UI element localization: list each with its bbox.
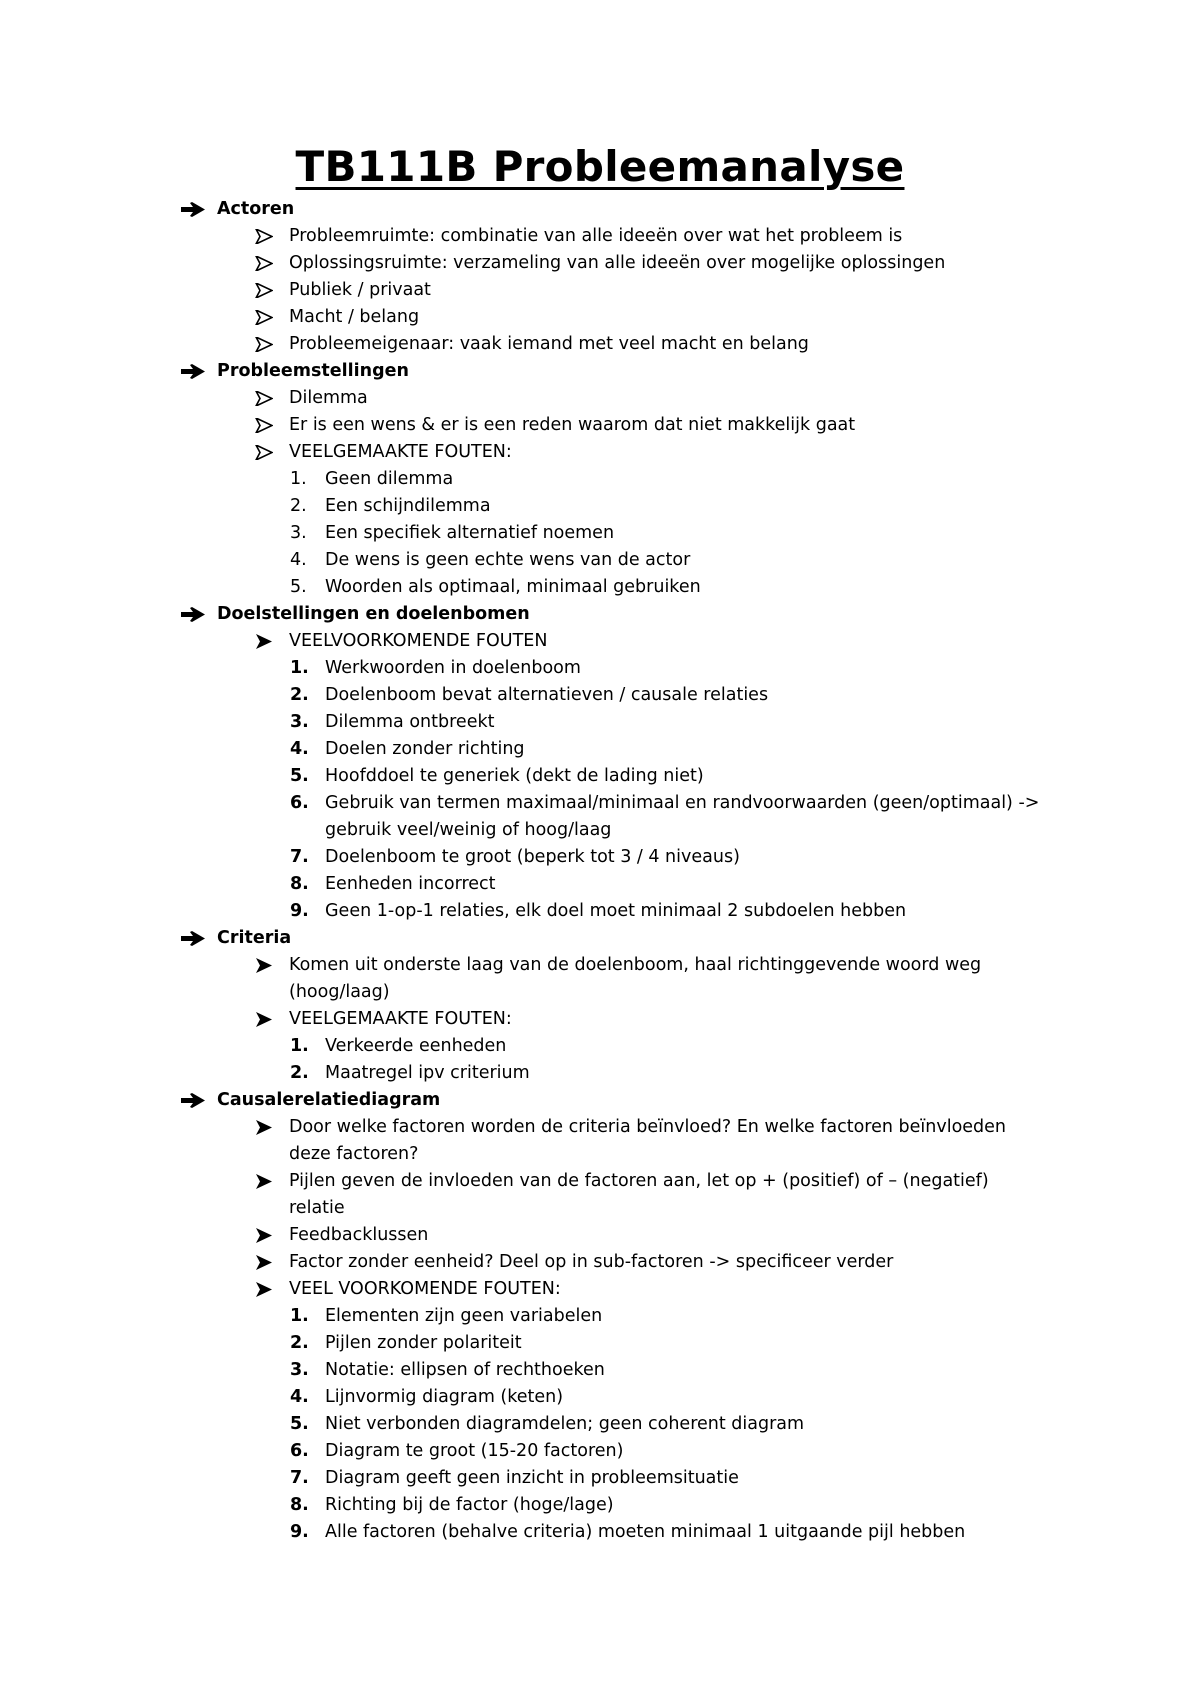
item-number: 4.	[290, 550, 307, 570]
item-number: 3.	[290, 1360, 309, 1380]
arrowhead-bullet-icon	[255, 310, 273, 325]
item-number: 1.	[290, 1306, 309, 1326]
section-heading-text: Causalerelatiediagram	[217, 1090, 441, 1110]
numbered-item-text: Diagram geeft geen inzicht in probleemsituatie	[325, 1468, 739, 1488]
numbered-item-text: Een schijndilemma	[325, 496, 491, 516]
list-item-text: Pijlen geven de invloeden van de factoren aan, let op + (positief) of – (negatief)	[289, 1171, 989, 1191]
arrowhead-bullet-icon	[255, 1120, 273, 1135]
numbered-item-text: Geen dilemma	[325, 469, 454, 489]
arrow-right-icon	[181, 364, 205, 379]
list-item-text: Probleemruimte: combinatie van alle ideeën over wat het probleem is	[289, 226, 903, 246]
arrow-right-icon	[181, 607, 205, 622]
item-number: 9.	[290, 901, 309, 921]
item-number: 4.	[290, 739, 309, 759]
numbered-item-text: De wens is geen echte wens van de actor	[325, 550, 691, 570]
numbered-item-text: Doelen zonder richting	[325, 739, 525, 759]
numbered-item-continuation: gebruik veel/weinig of hoog/laag	[325, 820, 612, 840]
item-number: 7.	[290, 847, 309, 867]
numbered-item-text: Verkeerde eenheden	[325, 1036, 507, 1056]
list-item-text: Probleemeigenaar: vaak iemand met veel macht en belang	[289, 334, 809, 354]
item-number: 7.	[290, 1468, 309, 1488]
arrow-right-icon	[181, 931, 205, 946]
section-heading-text: Doelstellingen en doelenbomen	[217, 604, 530, 624]
item-number: 3.	[290, 523, 307, 543]
section-heading-text: Probleemstellingen	[217, 361, 409, 381]
item-number: 6.	[290, 1441, 309, 1461]
list-item-text: Komen uit onderste laag van de doelenboom, haal richtinggevende woord weg	[289, 955, 982, 975]
document-title: TB111B Probleemanalyse	[295, 142, 905, 191]
item-number: 5.	[290, 766, 309, 786]
list-item-text: Publiek / privaat	[289, 280, 431, 300]
item-number: 2.	[290, 685, 309, 705]
numbered-item-text: Werkwoorden in doelenboom	[325, 658, 581, 678]
arrowhead-bullet-icon	[255, 283, 273, 298]
numbered-item-text: Woorden als optimaal, minimaal gebruiken	[325, 577, 701, 597]
numbered-item-text: Diagram te groot (15-20 factoren)	[325, 1441, 624, 1461]
list-item-text: Door welke factoren worden de criteria beïnvloed? En welke factoren beïnvloeden	[289, 1117, 1007, 1137]
item-number: 2.	[290, 496, 307, 516]
item-number: 1.	[290, 1036, 309, 1056]
item-number: 5.	[290, 577, 307, 597]
numbered-item-text: Alle factoren (behalve criteria) moeten minimaal 1 uitgaande pijl hebben	[325, 1522, 966, 1542]
item-number: 1.	[290, 469, 307, 489]
list-item-continuation: relatie	[289, 1198, 345, 1218]
list-item-text: Er is een wens & er is een reden waarom dat niet makkelijk gaat	[289, 415, 856, 435]
arrowhead-bullet-icon	[255, 337, 273, 352]
list-item-continuation: (hoog/laag)	[289, 982, 390, 1002]
list-item-text: VEELGEMAAKTE FOUTEN:	[289, 442, 512, 462]
arrow-right-icon	[181, 1093, 205, 1108]
list-item-text: Oplossingsruimte: verzameling van alle ideeën over mogelijke oplossingen	[289, 253, 946, 273]
numbered-item-text: Hoofddoel te generiek (dekt de lading niet)	[325, 766, 704, 786]
numbered-item-text: Notatie: ellipsen of rechthoeken	[325, 1360, 605, 1380]
numbered-item-text: Dilemma ontbreekt	[325, 712, 495, 732]
item-number: 5.	[290, 1414, 309, 1434]
item-number: 3.	[290, 712, 309, 732]
item-number: 2.	[290, 1333, 309, 1353]
section-heading-text: Criteria	[217, 928, 292, 948]
list-item-text: VEELGEMAAKTE FOUTEN:	[289, 1009, 512, 1029]
list-item-text: Factor zonder eenheid? Deel op in sub-factoren -> specificeer verder	[289, 1252, 894, 1272]
arrowhead-bullet-icon	[255, 1282, 273, 1297]
numbered-item-text: Doelenboom bevat alternatieven / causale relaties	[325, 685, 769, 705]
numbered-item-text: Elementen zijn geen variabelen	[325, 1306, 603, 1326]
arrowhead-bullet-icon	[255, 1012, 273, 1027]
numbered-item-text: Gebruik van termen maximaal/minimaal en randvoorwaarden (geen/optimaal) ->	[325, 793, 1040, 813]
item-number: 4.	[290, 1387, 309, 1407]
list-item-text: VEEL VOORKOMENDE FOUTEN:	[289, 1279, 561, 1299]
arrowhead-bullet-icon	[255, 1174, 273, 1189]
arrow-right-icon	[181, 202, 205, 217]
numbered-item-text: Eenheden incorrect	[325, 874, 496, 894]
list-item-text: VEELVOORKOMENDE FOUTEN	[289, 631, 548, 651]
numbered-item-text: Geen 1-op-1 relaties, elk doel moet minimaal 2 subdoelen hebben	[325, 901, 907, 921]
list-item-text: Dilemma	[289, 388, 368, 408]
arrowhead-bullet-icon	[255, 1228, 273, 1243]
section-heading-text: Actoren	[217, 199, 295, 219]
list-item-text: Feedbacklussen	[289, 1225, 429, 1245]
numbered-item-text: Niet verbonden diagramdelen; geen coherent diagram	[325, 1414, 805, 1434]
item-number: 8.	[290, 1495, 309, 1515]
item-number: 8.	[290, 874, 309, 894]
list-item-continuation: deze factoren?	[289, 1144, 419, 1164]
arrowhead-bullet-icon	[255, 1255, 273, 1270]
arrowhead-bullet-icon	[255, 958, 273, 973]
arrowhead-bullet-icon	[255, 229, 273, 244]
numbered-item-text: Een specifiek alternatief noemen	[325, 523, 615, 543]
numbered-item-text: Richting bij de factor (hoge/lage)	[325, 1495, 614, 1515]
arrowhead-bullet-icon	[255, 256, 273, 271]
item-number: 6.	[290, 793, 309, 813]
numbered-item-text: Maatregel ipv criterium	[325, 1063, 530, 1083]
list-item-text: Macht / belang	[289, 307, 420, 327]
arrowhead-bullet-icon	[255, 634, 273, 649]
numbered-item-text: Doelenboom te groot (beperk tot 3 / 4 niveaus)	[325, 847, 740, 867]
item-number: 9.	[290, 1522, 309, 1542]
numbered-item-text: Pijlen zonder polariteit	[325, 1333, 522, 1353]
item-number: 2.	[290, 1063, 309, 1083]
arrowhead-bullet-icon	[255, 418, 273, 433]
arrowhead-bullet-icon	[255, 391, 273, 406]
numbered-item-text: Lijnvormig diagram (keten)	[325, 1387, 564, 1407]
item-number: 1.	[290, 658, 309, 678]
arrowhead-bullet-icon	[255, 445, 273, 460]
